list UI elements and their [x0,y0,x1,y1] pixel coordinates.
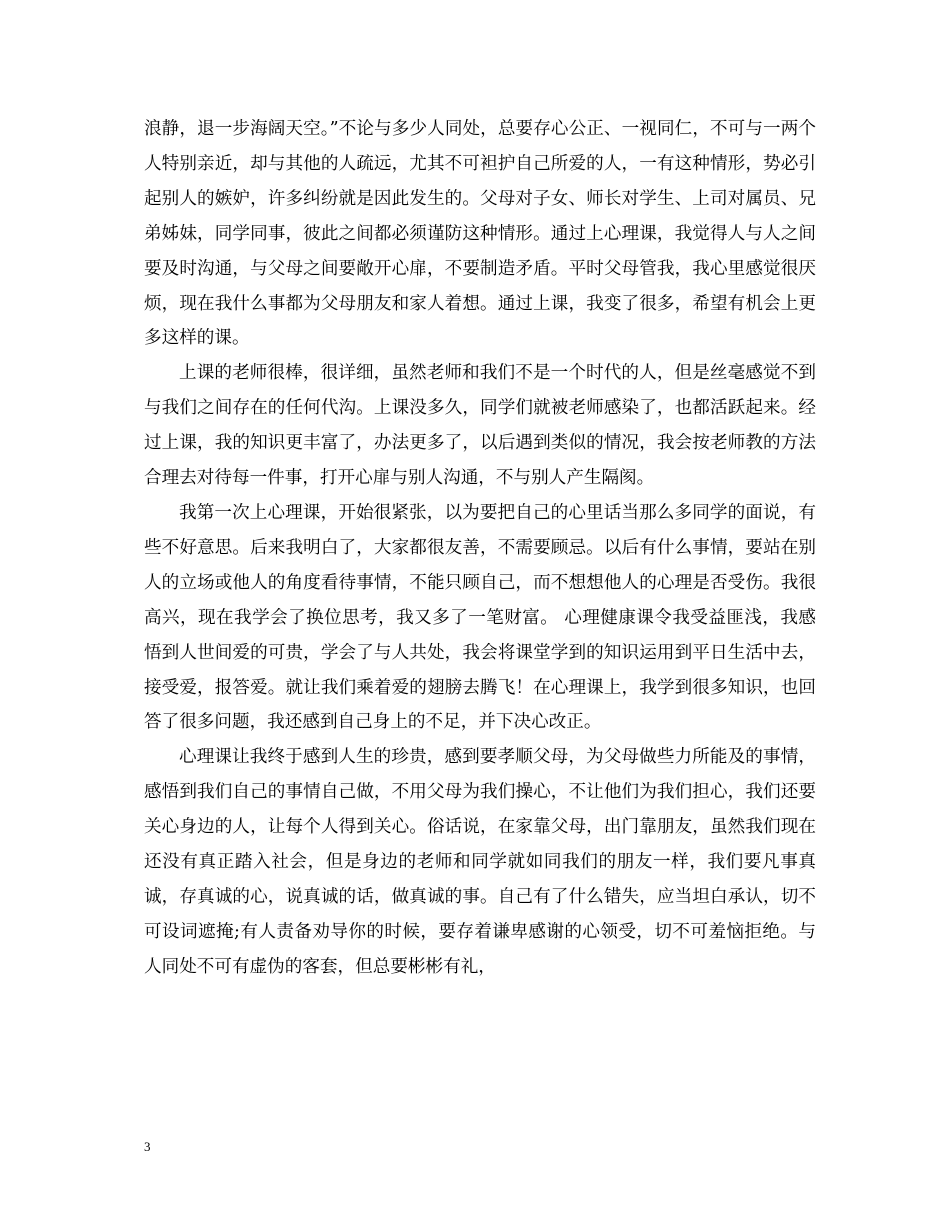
page-number: 3 [144,1139,151,1154]
paragraph-1: 浪静，退一步海阔天空。”不论与多少人同处，总要存心公正、一视同仁，不可与一两个人特别亲近，却与其他的人疏远，尤其不可袒护自己所爱的人，一有这种情形，势必引起别人的嫉妒，许多纠纷就是因此发生的。父母对子女、师长对学生、上司对属员、兄弟姊妹，同学同事，彼此之间都必须谨防这种情形。通过上心理课，我觉得人与人之间要及时沟通，与父母之间要敞开心扉，不要制造矛盾。平时父母管我，我心里感觉很厌烦，现在我什么事都为父母朋友和家人着想。通过上课，我变了很多，希望有机会上更多这样的课。 [144,119,816,349]
paragraph-2: 上课的老师很棒，很详细，虽然老师和我们不是一个时代的人，但是丝毫感觉不到与我们之间存在的任何代沟。上课没多久，同学们就被老师感染了，也都活跃起来。经过上课，我的知识更丰富了，办法更多了，以后遇到类似的情况，我会按老师教的方法合理去对待每一件事，打开心扉与别人沟通，不与别人产生隔阂。 [144,363,816,489]
paragraph-4: 心理课让我终于感到人生的珍贵，感到要孝顺父母，为父母做些力所能及的事情，感悟到我们自己的事情自己做，不用父母为我们操心，不让他们为我们担心，我们还要关心身边的人，让每个人得到关心。俗话说，在家靠父母，出门靠朋友，虽然我们现在还没有真正踏入社会，但是身边的老师和同学就如同我们的朋友一样，我们要凡事真诚，存真诚的心，说真诚的话，做真诚的事。自己有了什么错失，应当坦白承认，切不可设词遮掩;有人责备劝导你的时候，要存着谦卑感谢的心领受，切不可羞恼拒绝。与人同处不可有虚伪的客套，但总要彬彬有礼， [144,747,816,977]
body-text [144,112,816,985]
paragraph-3: 我第一次上心理课，开始很紧张，以为要把自己的心里话当那么多同学的面说，有些不好意思。后来我明白了，大家都很友善，不需要顾忌。以后有什么事情，要站在别人的立场或他人的角度看待事情，不能只顾自己，而不想想他人的心理是否受伤。我很高兴，现在我学会了换位思考，我又多了一笔财富。 心理健康课令我受益匪浅，我感悟到人世间爱的可贵，学会了与人共处，我会将课堂学到的知识运用到平日生活中去，接受爱，报答爱。就让我们乘着爱的翅膀去腾飞！在心理课上，我学到很多知识，也回答了很多问题，我还感到自己身上的不足，并下决心改正。 [144,502,816,733]
